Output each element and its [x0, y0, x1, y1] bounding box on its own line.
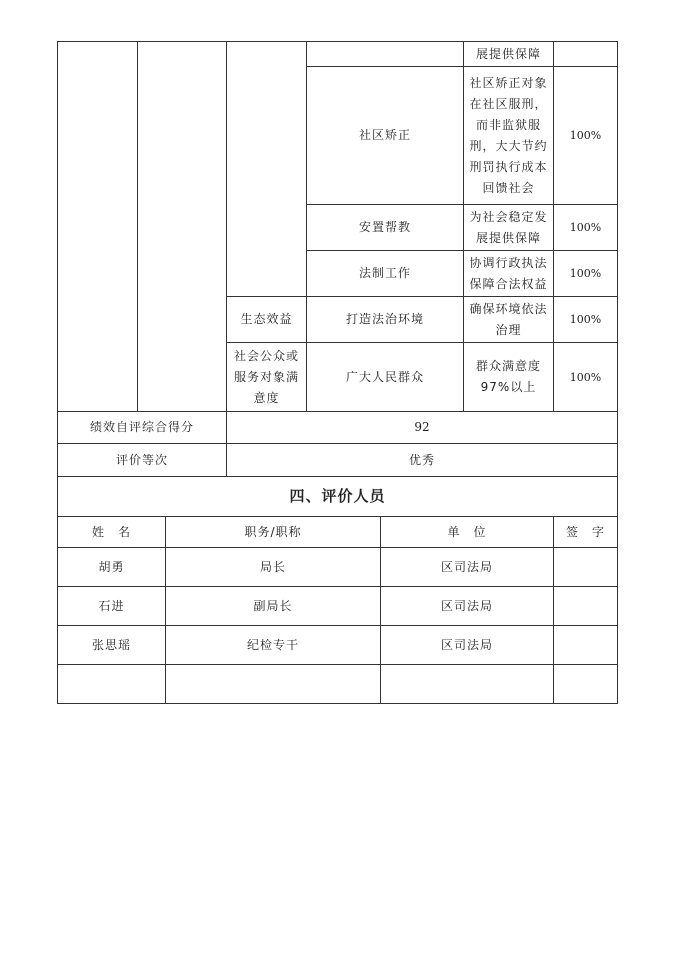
header-unit: 单 位 — [447, 524, 487, 539]
staff-name-cell — [58, 665, 165, 703]
target-line: 回馈社会 — [482, 180, 535, 195]
staff-unit-cell — [381, 626, 553, 664]
staff-sign-cell — [554, 626, 617, 664]
staff-title: 局长 — [259, 559, 286, 574]
target-line: 展提供保障 — [475, 230, 541, 245]
target-line: 刑，大大节约 — [469, 138, 548, 153]
index-cell — [307, 297, 463, 342]
target-line: 确保环境依法 — [469, 301, 548, 316]
staff-title: 副局长 — [253, 598, 293, 613]
target-cell — [464, 42, 553, 66]
target-line: 保障合法权益 — [469, 276, 548, 291]
index-cell — [307, 205, 463, 250]
grade-value-cell — [227, 444, 617, 476]
score-text: 100% — [569, 267, 602, 280]
staff-unit: 区司法局 — [440, 559, 493, 574]
table-border — [57, 703, 618, 704]
self-score-value: 92 — [414, 420, 430, 434]
index-cell — [307, 67, 463, 204]
target-line: 在社区服刑， — [469, 96, 548, 111]
score-cell — [554, 251, 617, 296]
staff-title: 纪检专干 — [246, 637, 299, 652]
index-cell — [307, 251, 463, 296]
header-sign-cell — [554, 517, 617, 547]
staff-name: 张思瑶 — [91, 637, 131, 652]
staff-name: 石进 — [98, 598, 125, 613]
score-cell — [554, 205, 617, 250]
header-title: 职务/职称 — [244, 524, 302, 539]
staff-unit: 区司法局 — [440, 637, 493, 652]
target-line: 刑罚执行成本 — [469, 159, 548, 174]
header-title-cell — [166, 517, 380, 547]
staff-unit-cell — [381, 665, 553, 703]
category-line: 服务对象满 — [233, 369, 299, 384]
index-text: 打造法治环境 — [345, 312, 424, 326]
score-text: 100% — [569, 129, 602, 142]
grade-value: 优秀 — [408, 452, 435, 467]
staff-unit: 区司法局 — [440, 598, 493, 613]
header-name-cell — [58, 517, 165, 547]
grade-label-cell — [58, 444, 226, 476]
header-name: 姓 名 — [91, 524, 131, 539]
table-border — [137, 41, 138, 411]
staff-unit-cell — [381, 587, 553, 625]
staff-name-cell — [58, 626, 165, 664]
target-line: 群众满意度 — [475, 359, 541, 373]
target-line: 治理 — [495, 322, 522, 337]
grade-label: 评价等次 — [115, 452, 168, 467]
staff-title-cell — [166, 665, 380, 703]
score-text: 100% — [569, 221, 602, 234]
staff-unit-cell — [381, 548, 553, 586]
index-text: 广大人民群众 — [345, 369, 424, 384]
index-text: 社区矫正 — [358, 128, 411, 142]
target-cell — [464, 251, 553, 296]
target-cell — [464, 67, 553, 204]
score-text: 100% — [569, 370, 602, 384]
staff-sign-cell — [554, 665, 617, 703]
header-unit-cell — [381, 517, 553, 547]
category-line: 社会公众或 — [233, 348, 299, 363]
staff-name-cell — [58, 587, 165, 625]
target-line: 协调行政执法 — [469, 255, 548, 270]
header-sign: 签 字 — [565, 524, 605, 539]
score-cell — [554, 297, 617, 342]
target-text: 展提供保障 — [475, 46, 541, 61]
staff-title-cell — [166, 626, 380, 664]
score-text: 100% — [569, 313, 602, 326]
category-text: 生态效益 — [240, 312, 293, 326]
self-score-value-cell — [227, 412, 617, 443]
score-cell — [554, 343, 617, 411]
section-title-cell — [58, 477, 617, 516]
target-line: 而非监狱服 — [475, 117, 541, 132]
self-score-label: 绩效自评综合得分 — [89, 420, 194, 434]
target-line: 社区矫正对象 — [469, 75, 548, 90]
section-title: 四、评价人员 — [289, 487, 386, 505]
staff-title-cell — [166, 548, 380, 586]
category-cell — [227, 297, 306, 342]
target-line: 97%以上 — [480, 380, 537, 394]
staff-name: 胡勇 — [98, 559, 125, 574]
score-cell — [554, 67, 617, 204]
index-text: 法制工作 — [358, 266, 411, 280]
self-score-label-cell — [58, 412, 226, 443]
staff-sign-cell — [554, 587, 617, 625]
staff-sign-cell — [554, 548, 617, 586]
category-line: 意度 — [253, 390, 280, 405]
target-cell — [464, 297, 553, 342]
table-border — [617, 41, 618, 704]
staff-title-cell — [166, 587, 380, 625]
index-text: 安置帮教 — [358, 220, 411, 234]
index-cell — [307, 343, 463, 411]
target-cell — [464, 205, 553, 250]
target-cell — [464, 343, 553, 411]
staff-name-cell — [58, 548, 165, 586]
category-cell — [227, 343, 306, 411]
target-line: 为社会稳定发 — [469, 209, 548, 224]
